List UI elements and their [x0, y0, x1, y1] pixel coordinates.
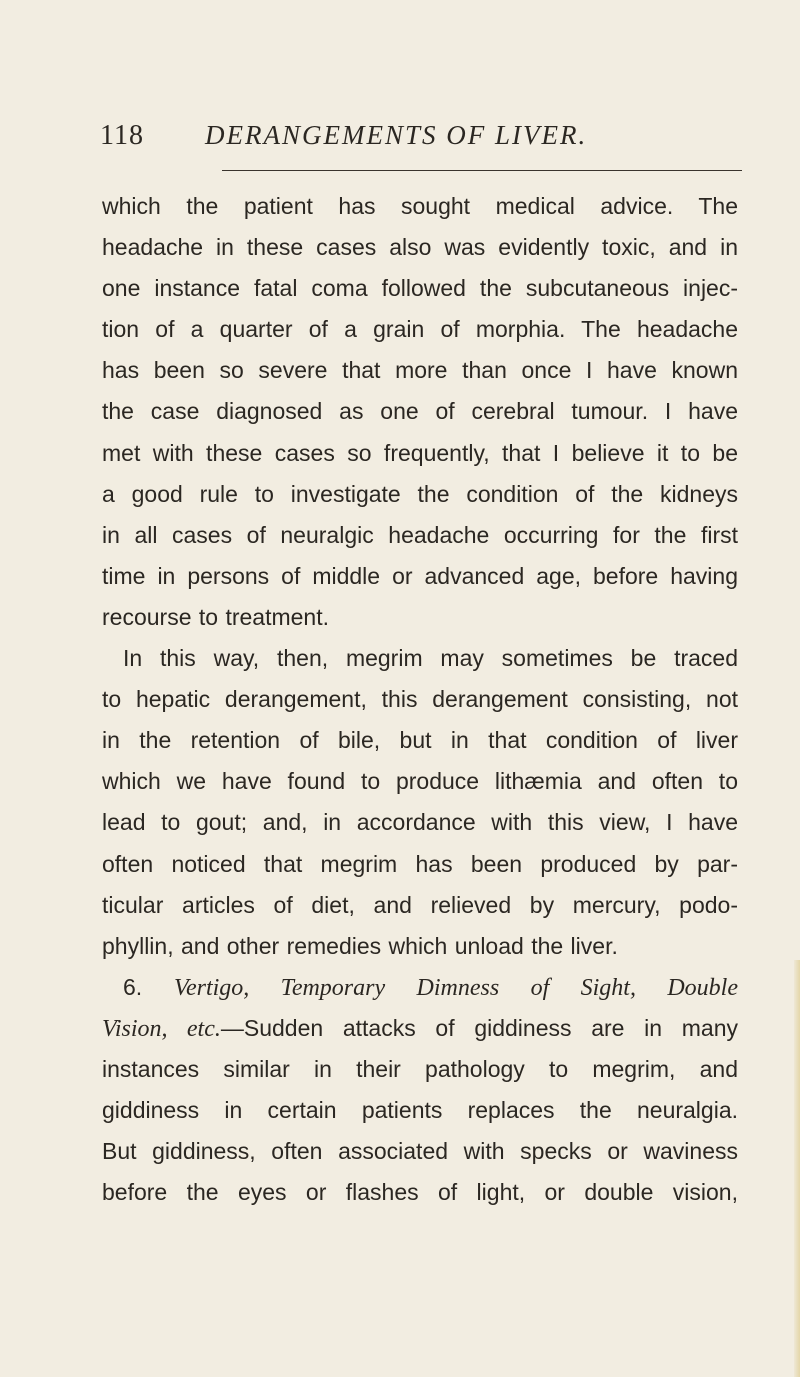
text-line: before the eyes or flashes of light, or double vision,: [102, 1179, 738, 1206]
text-line: which the patient has sought medical advice. The: [102, 193, 738, 219]
section-heading-line: [102, 967, 738, 1008]
section-heading: Vertigo, Temporary Dimness of Sight, Double: [173, 974, 739, 1001]
text-line: phyllin, and other remedies which unload the liver.: [102, 932, 618, 959]
text-line: a good rule to investigate the condition of the kidneys: [102, 480, 738, 507]
text-line: recourse to treatment.: [102, 603, 329, 630]
paragraph-first-line: In this way, then, megrim may sometimes be traced: [123, 645, 738, 672]
section-text: —Sudden attacks of giddiness are in many: [220, 1014, 739, 1041]
text-line: giddiness in certain patients replaces the neuralgia.: [102, 1097, 738, 1124]
text-line: tion of a quarter of a grain of morphia. The headache: [102, 316, 738, 343]
page-edge-shadow: [794, 960, 800, 1377]
text-line: often noticed that megrim has been produced by par-: [102, 850, 738, 877]
text-line: time in persons of middle or advanced age, before having: [102, 562, 738, 589]
text-line: in the retention of bile, but in that condition of liver: [102, 727, 738, 754]
text-line: ticular articles of diet, and relieved by mercury, podo-: [102, 891, 738, 918]
text-line: to hepatic derangement, this derangement consisting, not: [102, 686, 738, 713]
section-number: 6.: [123, 973, 143, 1000]
text-line: headache in these cases also was evidently toxic, and in: [102, 234, 738, 261]
running-head: DERANGEMENTS OF LIVER.: [205, 120, 588, 150]
section-heading-continued: Vision, etc.: [102, 1015, 221, 1042]
text-line: has been so severe that more than once I have known: [102, 357, 738, 384]
text-line: But giddiness, often associated with specks or waviness: [102, 1138, 738, 1165]
text-line: in all cases of neuralgic headache occurring for the first: [102, 521, 738, 548]
page-header: [100, 112, 750, 158]
text-line: the case diagnosed as one of cerebral tumour. I have: [102, 398, 738, 425]
text-line: met with these cases so frequently, that I believe it to be: [102, 439, 738, 466]
header-rule: [222, 170, 742, 171]
text-line: which we have found to produce lithæmia and often to: [102, 768, 738, 795]
section-heading-line-2: [102, 1008, 738, 1049]
page-number: 118: [100, 120, 144, 151]
text-line: instances similar in their pathology to megrim, and: [102, 1055, 738, 1082]
text-line: one instance fatal coma followed the subcutaneous injec-: [102, 275, 738, 302]
text-line: lead to gout; and, in accordance with this view, I have: [102, 809, 738, 836]
body-text: [102, 186, 738, 1213]
